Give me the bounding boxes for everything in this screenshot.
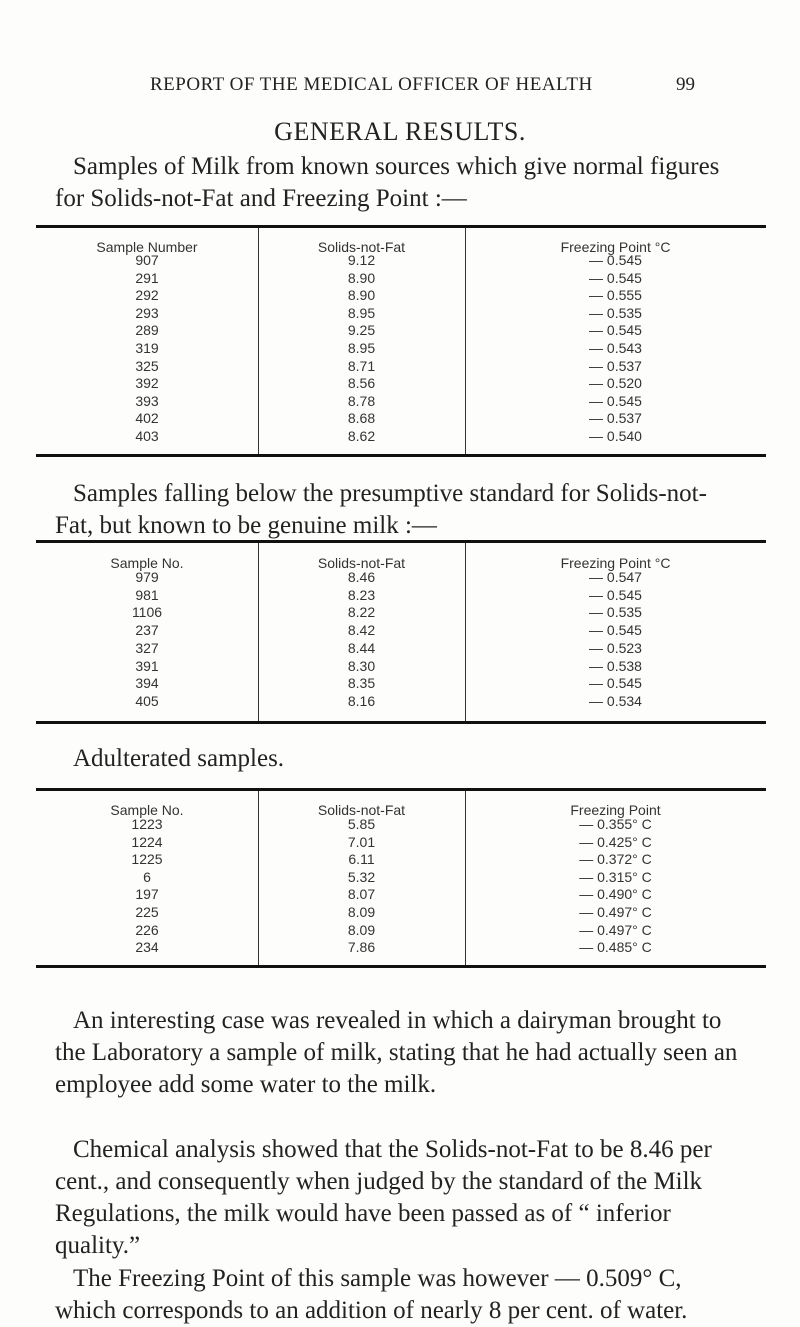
freezing-point-cell: — 0.537 [589, 357, 642, 374]
sample-number-cell: 226 [135, 921, 159, 938]
paragraph-freezing-point: The Freezing Point of this sample was however — 0.509° C, which corresponds to an addition of nearly 8 per cent. of water. [55, 1265, 688, 1324]
solids-not-fat-cell: 8.35 [347, 675, 376, 692]
solids-not-fat-cell: 8.09 [347, 921, 376, 938]
freezing-point-cell: — 0.315° C [579, 868, 652, 885]
header-solids-not-fat: Solids-not-Fat [317, 802, 406, 818]
freezing-point-cell: — 0.545 [589, 392, 642, 409]
freezing-point-cell: — 0.545 [589, 586, 642, 603]
freezing-point-cell: — 0.545 [589, 269, 642, 286]
solids-not-fat-cell: 8.68 [347, 410, 376, 427]
solids-not-fat-cell: 7.86 [347, 939, 376, 956]
sample-number-cell: 289 [135, 322, 159, 339]
sample-number-cell: 1106 [131, 604, 163, 621]
solids-not-fat-cell: 9.25 [347, 322, 376, 339]
page-header [0, 74, 800, 98]
freezing-point-cell: — 0.545 [589, 622, 642, 639]
freezing-point-cell: — 0.497° C [579, 921, 652, 938]
solids-not-fat-cell: 6.11 [348, 851, 375, 868]
solids-not-fat-cell: 8.07 [347, 886, 376, 903]
freezing-point-cell: — 0.537 [589, 410, 642, 427]
paragraph-interesting-case: An interesting case was revealed in which a dairyman brought to the Laboratory a sample of milk, stating that he had actually seen an employee add some water to the milk. [55, 1007, 738, 1098]
freezing-point-cell: — 0.547 [589, 569, 642, 585]
adulterated-subheading: Adulterated samples. [73, 745, 285, 772]
solids-not-fat-cell: 5.85 [347, 816, 376, 832]
solids-not-fat-cell: 8.90 [347, 287, 376, 304]
header-freezing-point: Freezing Point °C [560, 555, 671, 571]
running-title: REPORT OF THE MEDICAL OFFICER OF HEALTH [150, 74, 593, 95]
sample-number-cell: 981 [135, 586, 159, 603]
sample-number-cell: 391 [135, 657, 159, 674]
genuine-below-standard-table [36, 540, 766, 724]
solids-not-fat-cell: 8.71 [347, 357, 376, 374]
freezing-point-cell: — 0.485° C [579, 939, 652, 956]
sample-number-cell: 907 [135, 252, 159, 268]
freezing-point-cell: — 0.497° C [579, 904, 652, 920]
sample-number-cell: 393 [135, 392, 159, 409]
sample-number-cell: 225 [135, 904, 159, 920]
normal-samples-table [36, 225, 766, 457]
section-title: GENERAL RESULTS. [274, 117, 526, 146]
sample-number-cell: 392 [135, 375, 159, 392]
sample-number-cell: 405 [135, 692, 159, 709]
intro-paragraph-normal: Samples of Milk from known sources which give normal figures for Solids-not-Fat and Freezing Point :— [55, 153, 720, 212]
sample-number-cell: 1223 [131, 816, 163, 832]
freezing-point-cell: — 0.545 [589, 322, 642, 339]
solids-not-fat-cell: 8.56 [347, 375, 376, 392]
sample-number-cell: 319 [135, 340, 159, 356]
sample-number-cell: 979 [135, 569, 159, 585]
sample-number-cell: 403 [135, 428, 159, 444]
sample-number-cell: 1224 [131, 833, 163, 850]
sample-number-cell: 327 [135, 639, 159, 656]
header-sample-number: Sample Number [96, 239, 198, 255]
solids-not-fat-cell: 8.95 [347, 340, 376, 356]
solids-not-fat-cell: 8.44 [347, 639, 376, 656]
solids-not-fat-cell: 5.32 [347, 868, 376, 885]
sample-number-cell: 325 [135, 357, 159, 374]
freezing-point-cell: — 0.425° C [579, 833, 652, 850]
solids-not-fat-cell: 8.62 [347, 428, 376, 444]
header-solids-not-fat: Solids-not-Fat [317, 239, 406, 255]
sample-number-cell: 197 [135, 886, 159, 903]
solids-not-fat-cell: 8.95 [347, 304, 376, 321]
adulterated-samples-table [36, 788, 766, 968]
solids-not-fat-cell: 8.78 [347, 392, 376, 409]
paragraph-chemical-analysis: Chemical analysis showed that the Solids-not-Fat to be 8.46 per cent., and consequently when judged by the standard of the Milk Regulations, the milk would have been passed as of “ inferior quality.” [55, 1136, 712, 1259]
header-sample-no: Sample No. [110, 802, 184, 818]
freezing-point-cell: — 0.355° C [579, 816, 652, 832]
sample-number-cell: 291 [135, 269, 159, 286]
freezing-point-cell: — 0.555 [589, 287, 642, 304]
freezing-point-cell: — 0.534 [589, 692, 642, 709]
sample-number-cell: 237 [135, 622, 159, 639]
sample-number-cell: 6 [143, 868, 151, 885]
sample-number-cell: 1225 [131, 851, 163, 868]
solids-not-fat-cell: 8.46 [347, 569, 376, 585]
sample-number-cell: 402 [135, 410, 159, 427]
sample-number-cell: 293 [135, 304, 159, 321]
solids-not-fat-cell: 8.23 [347, 586, 376, 603]
freezing-point-cell: — 0.545 [589, 675, 642, 692]
freezing-point-cell: — 0.540 [589, 428, 642, 444]
freezing-point-cell: — 0.545 [589, 252, 642, 268]
solids-not-fat-cell: 8.90 [347, 269, 376, 286]
freezing-point-cell: — 0.372° C [579, 851, 652, 868]
sample-number-cell: 234 [135, 939, 159, 956]
solids-not-fat-cell: 8.09 [347, 904, 376, 920]
header-freezing-point: Freezing Point °C [560, 239, 671, 255]
header-sample-no: Sample No. [110, 555, 184, 571]
freezing-point-cell: — 0.520 [589, 375, 642, 392]
freezing-point-cell: — 0.543 [589, 340, 642, 356]
solids-not-fat-cell: 8.16 [347, 692, 376, 709]
freezing-point-cell: — 0.523 [589, 639, 642, 656]
intro-paragraph-below-standard: Samples falling below the presumptive standard for Solids-not-Fat, but known to be genuine milk :— [55, 480, 707, 539]
header-solids-not-fat: Solids-not-Fat [317, 555, 406, 571]
freezing-point-cell: — 0.538 [589, 657, 642, 674]
solids-not-fat-cell: 8.22 [347, 604, 376, 621]
solids-not-fat-cell: 9.12 [347, 252, 376, 268]
sample-number-cell: 292 [135, 287, 159, 304]
solids-not-fat-cell: 7.01 [347, 833, 376, 850]
page-number: 99 [676, 74, 695, 95]
freezing-point-cell: — 0.535 [589, 604, 642, 621]
sample-number-cell: 394 [135, 675, 159, 692]
freezing-point-cell: — 0.490° C [579, 886, 652, 903]
solids-not-fat-cell: 8.42 [347, 622, 376, 639]
header-freezing-point: Freezing Point [570, 802, 661, 818]
solids-not-fat-cell: 8.30 [347, 657, 376, 674]
freezing-point-cell: — 0.535 [589, 304, 642, 321]
